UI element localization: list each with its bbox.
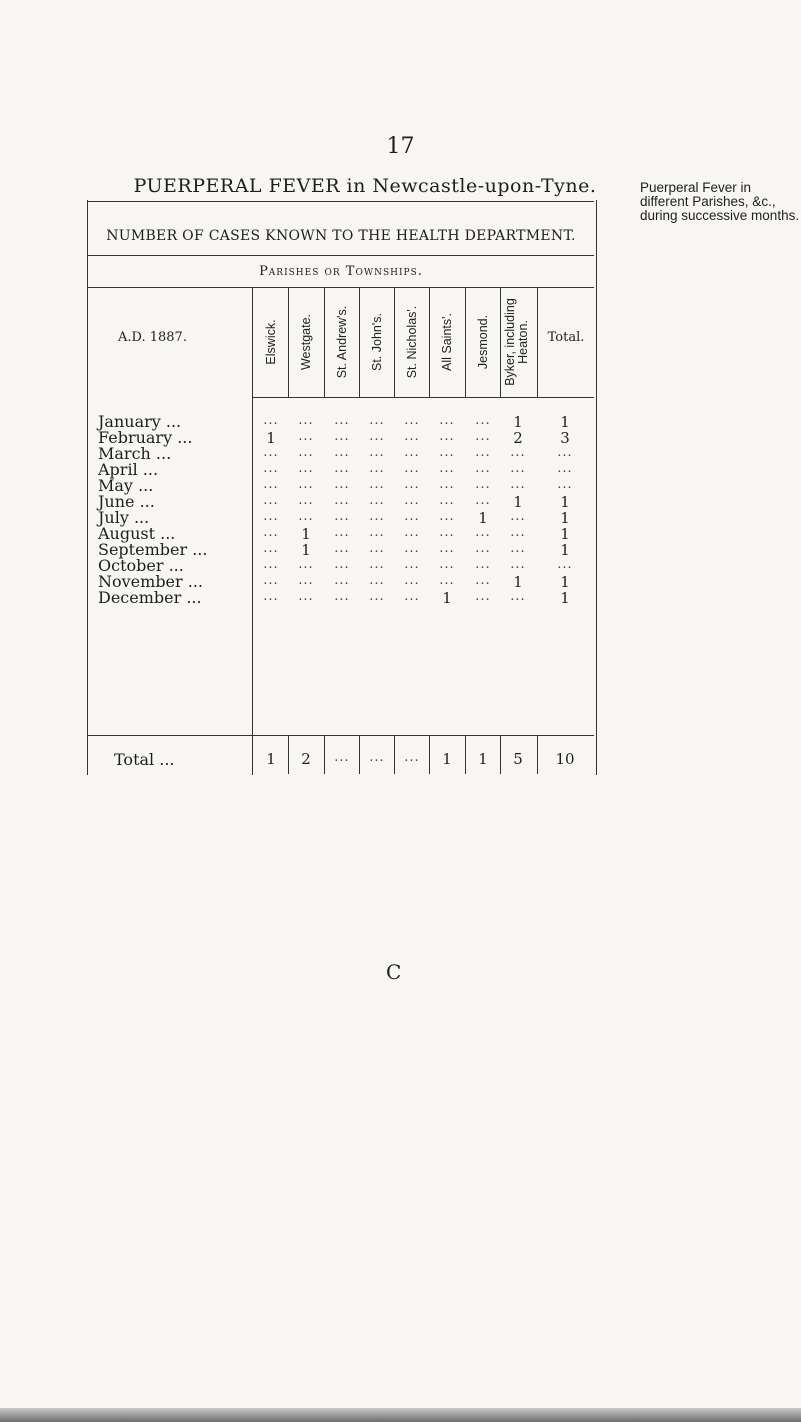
- table-cell: ...: [369, 413, 385, 428]
- totals-cell: 1: [442, 750, 452, 768]
- table-cell: ...: [475, 573, 491, 588]
- table-cell: ...: [369, 445, 385, 460]
- table-cell: ...: [298, 445, 314, 460]
- table-cell: ...: [298, 429, 314, 444]
- table-cell: ...: [439, 493, 455, 508]
- table-cell: 1: [301, 541, 311, 559]
- table-cell: ...: [263, 461, 279, 476]
- table-cell: ...: [404, 461, 420, 476]
- table-cell: ...: [510, 589, 526, 604]
- table-cell: ...: [263, 477, 279, 492]
- column-divider: [288, 288, 289, 398]
- table-cell: ...: [404, 525, 420, 540]
- table-cell: ...: [369, 461, 385, 476]
- column-divider: [500, 288, 501, 398]
- month-label: July ...: [98, 508, 150, 527]
- row-total: 3: [560, 429, 570, 447]
- row-total: ...: [557, 445, 573, 460]
- month-label: September ...: [98, 540, 208, 559]
- total-column-header: Total.: [547, 330, 585, 345]
- row-total: ...: [557, 477, 573, 492]
- table-cell: ...: [298, 573, 314, 588]
- table-cell: ...: [439, 413, 455, 428]
- month-label: October ...: [98, 556, 184, 575]
- totals-label: Total ...: [114, 750, 175, 769]
- table-cell: ...: [404, 573, 420, 588]
- month-label: February ...: [98, 428, 193, 447]
- year-label: A.D. 1887.: [118, 330, 187, 345]
- table-cell: ...: [369, 429, 385, 444]
- table-cell: ...: [510, 525, 526, 540]
- table-cell: ...: [298, 509, 314, 524]
- table-cell: ...: [510, 445, 526, 460]
- column-header: All Saints'.: [440, 313, 454, 371]
- table-cell: ...: [510, 477, 526, 492]
- month-label: November ...: [98, 572, 204, 591]
- row-total: ...: [557, 557, 573, 572]
- table-cell: ...: [334, 573, 350, 588]
- column-header: St. Andrew's.: [335, 305, 349, 379]
- column-divider: [465, 288, 466, 398]
- table-cell: ...: [334, 557, 350, 572]
- table-cell: ...: [404, 541, 420, 556]
- row-total: 1: [560, 589, 570, 607]
- table-cell: ...: [439, 477, 455, 492]
- column-divider: [359, 288, 360, 398]
- totals-cell: 5: [513, 750, 523, 768]
- table-cell: ...: [369, 493, 385, 508]
- table-cell: ...: [475, 589, 491, 604]
- table-cell: ...: [369, 589, 385, 604]
- table-cell: ...: [369, 557, 385, 572]
- table-cell: ...: [263, 573, 279, 588]
- table-cell: ...: [263, 493, 279, 508]
- table-cell: ...: [475, 413, 491, 428]
- table-cell: ...: [263, 445, 279, 460]
- table-cell: ...: [510, 509, 526, 524]
- table-cell: ...: [475, 557, 491, 572]
- table-cell: ...: [369, 509, 385, 524]
- table-cell: ...: [475, 461, 491, 476]
- row-total: 1: [560, 509, 570, 527]
- totals-cell: 1: [266, 750, 276, 768]
- column-divider-totals: [537, 736, 538, 774]
- table-cell: ...: [404, 589, 420, 604]
- table-cell: ...: [510, 557, 526, 572]
- table-cell: ...: [404, 445, 420, 460]
- month-label: June ...: [98, 492, 155, 511]
- table-cell: ...: [369, 541, 385, 556]
- month-label: March ...: [98, 444, 172, 463]
- table-cell: 1: [513, 413, 523, 431]
- table-cell: ...: [334, 445, 350, 460]
- row-total: 1: [560, 525, 570, 543]
- table-cell: ...: [439, 429, 455, 444]
- table-cell: 1: [442, 589, 452, 607]
- table-cell: ...: [369, 477, 385, 492]
- table-cell: ...: [334, 461, 350, 476]
- table-cell: ...: [439, 541, 455, 556]
- totals-cell: ...: [369, 750, 385, 765]
- table-cell: ...: [334, 525, 350, 540]
- table-cell: ...: [263, 509, 279, 524]
- table-cell: ...: [263, 589, 279, 604]
- table-cell: 2: [513, 429, 523, 447]
- table-cell: ...: [334, 509, 350, 524]
- table-cell: ...: [439, 525, 455, 540]
- table-cell: ...: [404, 477, 420, 492]
- table-cell: ...: [298, 461, 314, 476]
- table-cell: ...: [475, 493, 491, 508]
- column-header: St. Nicholas'.: [405, 305, 419, 379]
- table-cell: ...: [404, 429, 420, 444]
- rule-top: [88, 201, 594, 202]
- table-cell: 1: [478, 509, 488, 527]
- table-caption: NUMBER OF CASES KNOWN TO THE HEALTH DEPARTMENT.: [106, 228, 576, 244]
- footer-letter: C: [386, 960, 402, 984]
- table-cell: 1: [513, 493, 523, 511]
- table-cell: ...: [263, 541, 279, 556]
- table-cell: ...: [439, 461, 455, 476]
- table-cell: ...: [439, 445, 455, 460]
- column-header: Jesmond.: [476, 314, 490, 370]
- subheading: Parishes or Townships.: [259, 264, 423, 279]
- column-header: Byker, including Heaton.: [503, 298, 530, 386]
- table-cell: ...: [510, 461, 526, 476]
- table-cell: ...: [475, 429, 491, 444]
- totals-cell: 2: [301, 750, 311, 768]
- month-label: May ...: [98, 476, 154, 495]
- table-cell: 1: [301, 525, 311, 543]
- table-cell: ...: [369, 525, 385, 540]
- table-cell: ...: [263, 557, 279, 572]
- table-cell: ...: [334, 541, 350, 556]
- row-total: 1: [560, 413, 570, 431]
- page-bottom-edge: [0, 1408, 801, 1422]
- table-cell: ...: [369, 573, 385, 588]
- table-cell: ...: [404, 413, 420, 428]
- column-header: St. John's.: [370, 313, 384, 371]
- page-number: 17: [386, 134, 415, 159]
- table-cell: ...: [334, 493, 350, 508]
- table-cell: ...: [334, 477, 350, 492]
- table-cell: ...: [475, 477, 491, 492]
- table-cell: ...: [475, 525, 491, 540]
- month-label: January ...: [98, 412, 182, 431]
- table-cell: ...: [263, 413, 279, 428]
- totals-cell: ...: [404, 750, 420, 765]
- table-cell: ...: [298, 589, 314, 604]
- row-total: 1: [560, 541, 570, 559]
- table-cell: ...: [439, 557, 455, 572]
- table-cell: ...: [439, 573, 455, 588]
- table-cell: ...: [298, 413, 314, 428]
- column-header: Westgate.: [299, 313, 313, 371]
- table-cell: ...: [510, 541, 526, 556]
- column-divider: [537, 288, 538, 398]
- month-label: April ...: [98, 460, 159, 479]
- table-cell: ...: [298, 557, 314, 572]
- grand-total: 10: [555, 750, 575, 768]
- rule-caption: [88, 255, 594, 256]
- row-total: ...: [557, 461, 573, 476]
- table-cell: ...: [298, 493, 314, 508]
- table-cell: ...: [334, 413, 350, 428]
- table-cell: ...: [475, 541, 491, 556]
- table-cell: ...: [263, 525, 279, 540]
- row-total: 1: [560, 493, 570, 511]
- table-cell: ...: [334, 589, 350, 604]
- rule-totals-top: [88, 735, 594, 736]
- margin-note: Puerperal Fever in different Parishes, &c., during successive months.: [640, 180, 800, 223]
- column-header: Elswick.: [264, 319, 278, 365]
- table-cell: ...: [439, 509, 455, 524]
- page-title: PUERPERAL FEVER in Newcastle-upon-Tyne.: [133, 175, 597, 197]
- month-label: December ...: [98, 588, 202, 607]
- table-cell: ...: [404, 557, 420, 572]
- table-cell: ...: [298, 477, 314, 492]
- table-cell: 1: [513, 573, 523, 591]
- table-cell: ...: [334, 429, 350, 444]
- table-cell: ...: [404, 493, 420, 508]
- column-divider: [324, 288, 325, 398]
- column-divider: [394, 288, 395, 398]
- month-label: August ...: [98, 524, 176, 543]
- table-cell: 1: [266, 429, 276, 447]
- row-total: 1: [560, 573, 570, 591]
- column-divider: [429, 288, 430, 398]
- totals-cell: 1: [478, 750, 488, 768]
- table-cell: ...: [475, 445, 491, 460]
- totals-cell: ...: [334, 750, 350, 765]
- table-cell: ...: [404, 509, 420, 524]
